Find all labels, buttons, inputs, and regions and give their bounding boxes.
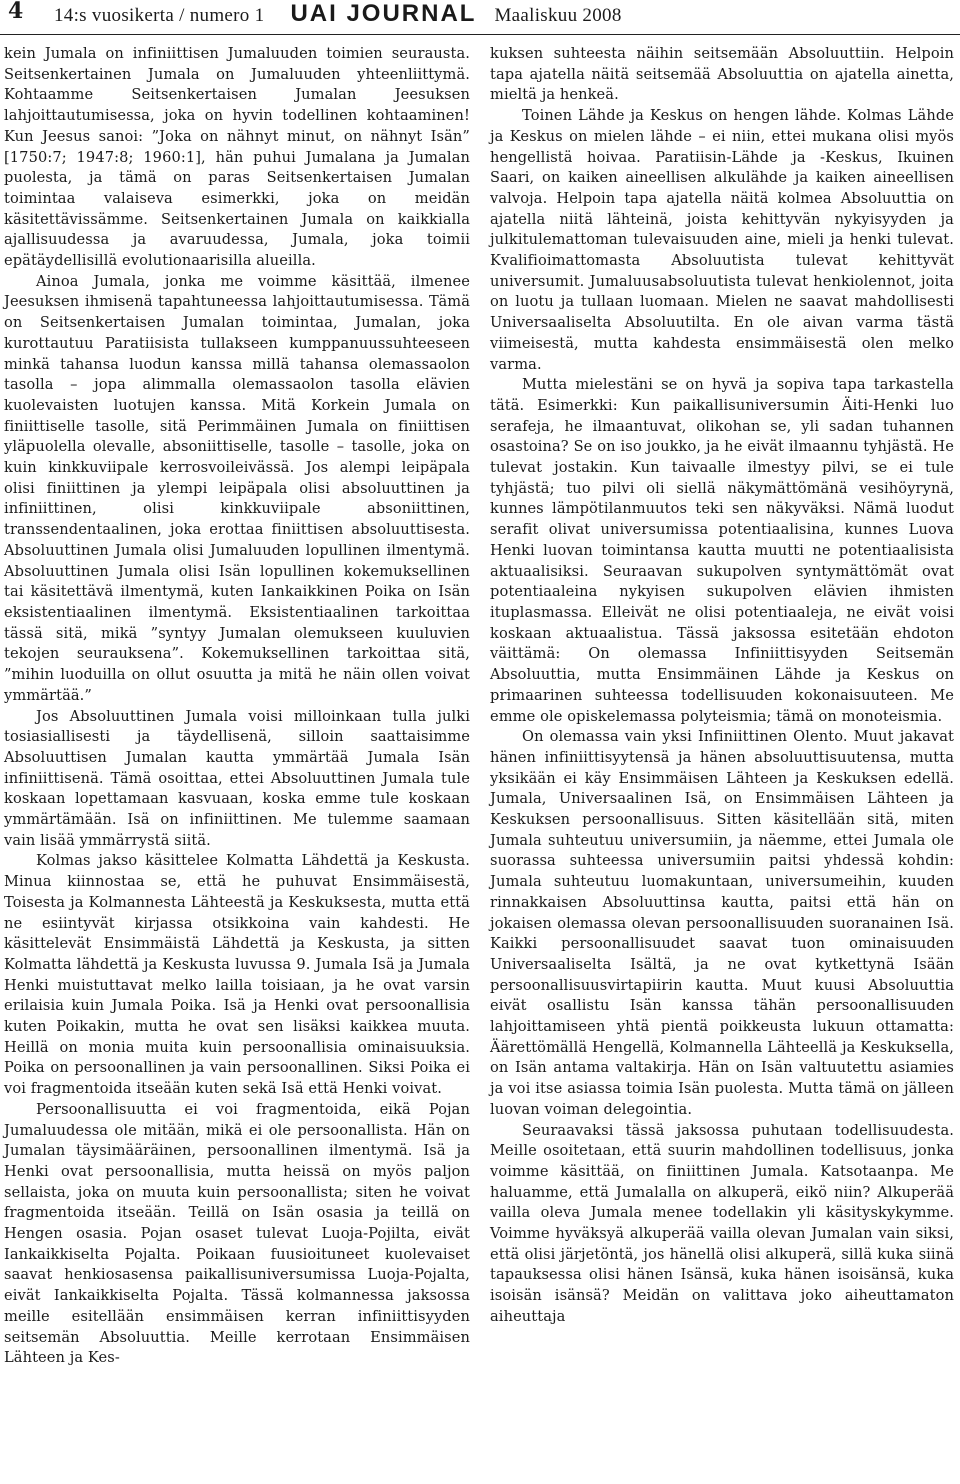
issue-label: 14:s vuosikerta / numero 1 xyxy=(54,5,265,26)
paragraph: On olemassa vain yksi Infiniittinen Olento. Muut jakavat hänen infiniittisyytensä ja hänen absoluuttisuutensa, mutta yksikään ei käy Ensimmäisen Lähteen ja Keskuksen edellä. Jumala, Universaalinen Isä, on Ensimmäisen Lähteen ja Keskuksen persoonallisuus. Sitten käsitellään sitä, miten Jumala suhteutuu universumiin, ja näemme, ettei Jumala ole suorassa suhteessa universumiin paitsi yhdessä kohdin: Jumala suhteutuu luomakuntaan, universumeihin, kuuden rinnakkaisen Absoluuttinsa kautta, paitsi että hän on jokaisen olemassa olevan persoonallisuuden suoranainen Isä. Kaikki persoonallisuudet saavat tuon ominaisuuden Universaaliselta Isältä, ja ne ovat kytkettynä Isään persoonallisuusvirtapiirin kautta. Muut kuusi Absoluuttia eivät osallistu Isän kanssa tähän persoonallisuuden lahjoittamiseen yhtä pientä poikkeusta lukuun ottamatta: Äärettömällä Hengellä, Kolmannella Lähteellä ja Keskuksella, on Isän antama valtakirja. Hän on Isän valtuutettu asiamies ja voi itse asiassa toimia Isän puolesta. Mutta tämä on jälleen luovan voiman delegointia. xyxy=(490,728,954,1118)
issue-date: Maaliskuu 2008 xyxy=(494,5,622,26)
journal-title: UAI JOURNAL xyxy=(290,0,477,27)
paragraph: kuksen suhteesta näihin seitsemään Absoluuttiin. Helpoin tapa ajatella näitä seitsemää Absoluuttia on ajatella ainetta, mieltä ja henkeä. xyxy=(490,45,954,104)
header-divider xyxy=(0,34,960,35)
paragraph: Persoonallisuutta ei voi fragmentoida, eikä Pojan Jumaluudessa ole mitään, mikä ei ole persoonallista. Hän on Jumalan täysimääräinen, persoonallinen ilmentymä. Isä ja Henki ovat persoonallisia, mutta heissä on myös paljon sellaista, joka on muuta kuin persoonallista; siten he voivat fragmentoida itseään. Teillä on Isän osasia ja teillä on Hengen osasia. Pojan osaset tulevat Luoja-Pojilta, eivät Iankaikkiselta Pojalta. Poikaan fuusioituneet kuolevaiset saavat henkiosasensa paikallisuniversumissa Luoja-Pojalta, eivät Iankaikkiselta Pojalta. Tässä kolmannessa jaksossa meille esitellään ensimmäisen kerran infiniittisyyden seitsemän Absoluuttia. Meille kerrotaan Ensimmäisen Lähteen ja Kes- xyxy=(4,1100,470,1367)
page-number: 4 xyxy=(8,0,24,24)
paragraph: Jos Absoluuttinen Jumala voisi milloinkaan tulla julki tosiasiallisesti ja täydellisenä, silloin saattaisimme Absoluuttisen Jumalan kautta ymmärtää Jumala Isän infiniittisenä. Tämä osoittaa, ettei Absoluuttinen Jumala tule koskaan lopettamaan kasvuaan, koska emme tule koskaan ymmärtämään. Isä on infiniittinen. Me tulemme saamaan vain lisää ymmärrystä siitä. xyxy=(4,707,470,849)
paragraph: Ainoa Jumala, jonka me voimme käsittää, ilmenee Jeesuksen ihmisenä tapahtuneessa lahjoittautumisessa. Tämä on Seitsenkertaisen Jumalan toimintaa, Jumalan, joka kurottautuu Paratiisista tullakseen kumppanuussuhteeseen minkä tahansa luodun kanssa millä tahansa olemassaolon tasolla – jopa alimmalla olemassaolon tasolla elävien kuolevaisten luotujen kanssa. Mitä Korkein Jumala on finiittiselle tasolle, sitä Perimmäinen Jumala on finiittisen yläpuolella olevalle, absoniittiselle, tasolle – tasolle, joka on kuin kinkkuviipale kerrosvoileivässä. Jos alempi leipäpala olisi finiittinen ja ylempi leipäpala olisi absoluuttinen ja infiniittinen, olisi kinkkuviipale absoniittinen, transsendentaalinen, joka erottaa finiittisen absoluuttisesta. Absoluuttinen Jumala olisi Jumaluuden lopullinen ilmentymä. Absoluuttinen Jumala olisi Isän lopullinen kokemuksellinen tai käsitettävä ilmentymä, kuten Iankaikkinen Poika on Isän eksistentiaalinen ilmentymä. Eksistentiaalinen tarkoittaa tässä sitä, mikä ”syntyy Jumalan olemukseen kuuluvien tekojen seurauksena”. Kokemuksellinen tarkoittaa sitä, ”mihin luoduilla on ollut osuutta ja mitä he näin ollen voivat ymmärtää.” xyxy=(4,272,470,704)
right-column xyxy=(490,44,954,1328)
paragraph: Seuraavaksi tässä jaksossa puhutaan todellisuudesta. Meille osoitetaan, että suurin mahdollinen todellisuus, jonka voimme käsittää, on finiittinen Jumala. Katsotaanpa. Me haluamme, että Jumalalla on alkuperä, eikö niin? Alkuperää vailla oleva Jumala menee todellakin yli käsityskykymme. Voimme hyväksyä alkuperää vailla olevan Jumalan vain siksi, että olisi järjetöntä, jos hänellä olisi alkuperä, sillä kuka siinä tapauksessa olisi hänen Isänsä, kuka hänen isoisänsä, kuka isoisän isänsä? Meidän on valittava joko aiheuttamaton aiheuttaja xyxy=(490,1121,954,1325)
running-header xyxy=(54,0,954,32)
paragraph: Kolmas jakso käsittelee Kolmatta Lähdettä ja Keskusta. Minua kiinnostaa se, että he puhuvat Ensimmäisestä, Toisesta ja Kolmannesta Lähteestä ja Keskuksesta, mutta että ne esiintyvät kirjassa otsikkoina vain kahdesti. He käsittelevät Ensimmäistä Lähdettä ja Keskusta, ja sitten Kolmatta lähdettä ja Keskusta luvussa 9. Jumala Isä ja Jumala Henki muistuttavat melko lailla toisiaan, ja he ovat varsin erilaisia kuin Jumala Poika. Isä ja Henki ovat persoonallisia kuten Poikakin, mutta he ovat sen lisäksi kaikkea muuta. Heillä on monia muita kuin persoonallisia ominaisuuksia. Poika on persoonallinen ja vain persoonallinen. Siksi Poika ei voi fragmentoida itseään kuten sekä Isä että Henki voivat. xyxy=(4,852,470,1098)
left-column xyxy=(4,44,470,1369)
paragraph: Toinen Lähde ja Keskus on hengen lähde. Kolmas Lähde ja Keskus on mielen lähde – ei niin, ettei mukana olisi myös hengellistä hoivaa. Paratiisin-Lähde ja -Keskus, Ikuinen Saari, on kaiken aineellisen alkulähde ja kaiken aineellisen valvoja. Helpoin tapa ajatella näitä kolmea Absoluuttia on ajatella niitä lähteinä, joista kehittyvän nykyisyyden ja julkitulemattoman tulevaisuuden aine, mieli ja henki tulevat. Kvalifioimattomasta Absoluutista tulevat kehittyvät universumit. Jumaluusabsoluutista tulevat henkiolennot, joita on luotu ja tullaan luomaan. Mielen ne saavat mahdollisesti Universaaliselta Absoluutilta. En ole aivan varma tästä viimeisestä, mutta kahdesta ensimmäisestä olen melko varma. xyxy=(490,107,954,373)
paragraph: kein Jumala on infiniittisen Jumaluuden toimien seurausta. Seitsenkertainen Jumala on Jumaluuden yhteenliittymä. Kohtaamme Seitsenkertaisen Jumalan Jeesuksen lahjoittautumisessa, joka on hyvin todellinen kohtaaminen! Kun Jeesus sanoi: ”Joka on nähnyt minut, on nähnyt Isän” [1750:7; 1947:8; 1960:1], hän puhui Jumalana ja Jumalan puolesta, ja tämä on paras Seitsenkertaisen Jumalan toimintaa valaiseva esimerkki, joka on meidän käsitettävissämme. Seitsenkertainen Jumala on kaikkialla ajallisuudessa ja avaruudessa, Jumala, joka toimii epätäydellisillä evolutionaarisilla alueilla. xyxy=(4,45,470,270)
paragraph: Mutta mielestäni se on hyvä ja sopiva tapa tarkastella tätä. Esimerkki: Kun paikallisuniversumin Äiti-Henki luo serafeja, he ilmaantuvat, olikohan se, yli sadan tuhannen osastoina? Se on iso joukko, ja he eivät ilmaannu tyhjästä. He tulevat jostakin. Kun taivaalle ilmestyy pilvi, se ei tule tyhjästä; tuo pilvi oli siellä näkymättömänä vesihöyrynä, kunnes lämpötilanmuutos teki sen näkyväksi. Nämä luodut serafit olivat universumissa potentiaalisina, kunnes Luova Henki luovan toimintansa kautta muutti ne potentiaalisista aktuaalisiksi. Seuraavan sukupolven syntymättömät ovat potentiaaleina nykyisen sukupolven elävien ihmisten ituplasmassa. Elleivät ne olisi potentiaaleja, ne eivät voisi koskaan aktuaalistua. Tässä jaksossa esitetään ehdoton väittämä: On olemassa Infiniittisyyden Seitsemän Absoluuttia, mutta Ensimmäinen Lähde ja Keskus on primaarinen suhteessa todellisuuden kokonaisuuteen. Me emme ole opiskelemassa polyteismia; tämä on monoteismia. xyxy=(490,376,954,725)
